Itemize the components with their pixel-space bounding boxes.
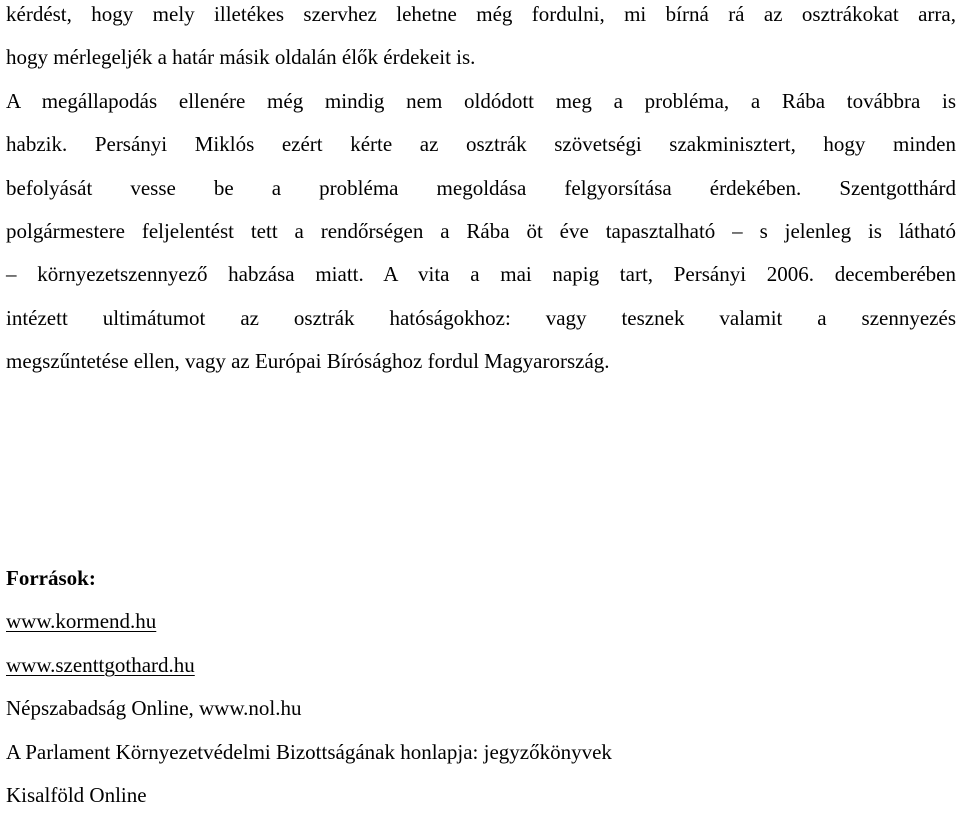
source-link-szentgotthard[interactable]: www.szenttgothard.hu <box>6 652 195 677</box>
paragraph-2 <box>6 87 956 391</box>
source-item-parlament: A Parlament Környezetvédelmi Bizottságának honlapja: jegyzőkönyvek <box>6 739 612 764</box>
text-line: – környezetszennyező habzása miatt. A vita a mai napig tart, Persányi 2006. decemberében <box>6 262 956 287</box>
sources-section <box>6 557 956 817</box>
source-link-kormend[interactable]: www.kormend.hu <box>6 609 157 634</box>
text-line: befolyását vesse be a probléma megoldása felgyorsítása érdekében. Szentgotthárd <box>6 175 956 200</box>
source-item-szentgotthard <box>6 644 956 687</box>
text-line: kérdést, hogy mely illetékes szervhez lehetne még fordulni, mi bírná rá az osztrákokat arra, <box>6 2 956 26</box>
source-item-nepszabadsag: Népszabadság Online, www.nol.hu <box>6 696 302 721</box>
text-line: A megállapodás ellenére még mindig nem oldódott meg a probléma, a Rába továbbra is <box>6 88 956 113</box>
document-body <box>6 0 956 391</box>
text-line: megszűntetése ellen, vagy az Európai Bírósághoz fordul Magyarország. <box>6 349 610 374</box>
text-line: polgármestere feljelentést tett a rendőrségen a Rába öt éve tapasztalható – s jelenleg is látható <box>6 218 956 243</box>
sources-heading: Források: <box>6 566 96 590</box>
source-item-kormend <box>6 600 956 643</box>
paragraph-1 <box>6 0 956 87</box>
text-line: hogy mérlegeljék a határ másik oldalán élők érdekeit is. <box>6 45 476 70</box>
text-line: habzik. Persányi Miklós ezért kérte az osztrák szövetségi szakminisztert, hogy minden <box>6 132 956 157</box>
source-item-kisalfold: Kisalföld Online <box>6 782 147 807</box>
text-line: intézett ultimátumot az osztrák hatóságokhoz: vagy tesznek valamit a szennyezés <box>6 305 956 330</box>
